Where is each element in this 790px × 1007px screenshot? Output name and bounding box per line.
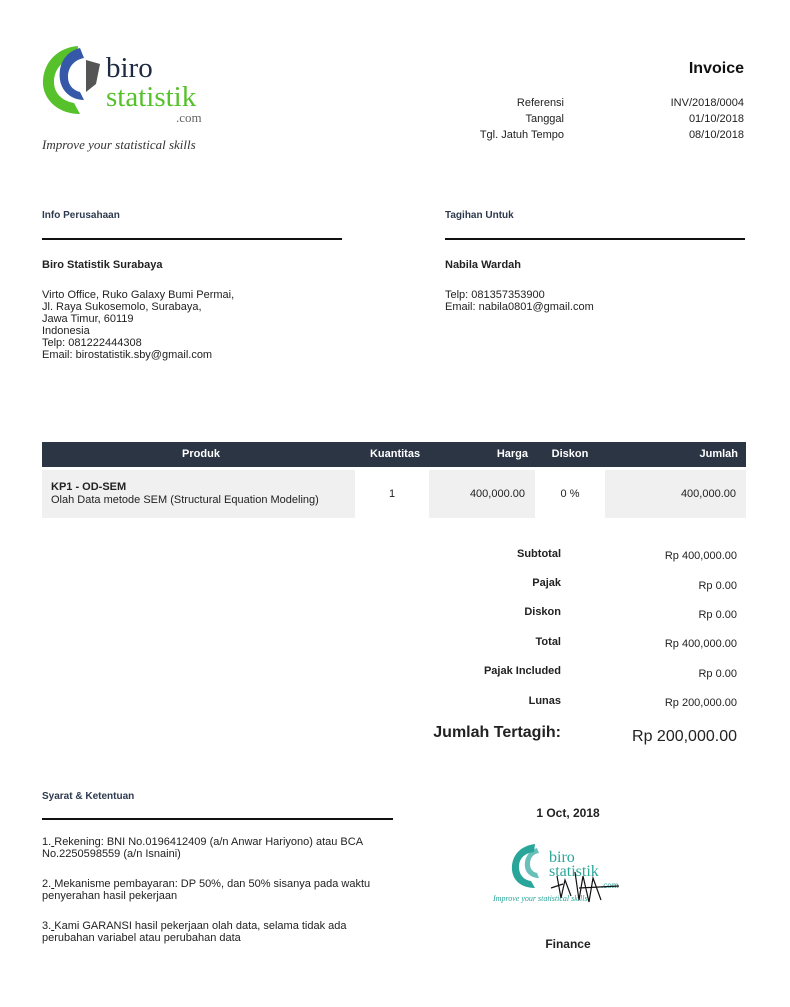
meta-value: 01/10/2018 [688,113,744,125]
discount-label: Diskon [524,606,561,618]
paid-value: Rp 200,000.00 [664,697,737,709]
term-text: Kami GARANSI hasil pekerjaan olah data, selama tidak ada perubahan variabel atau perubahan data [42,920,347,944]
logo-name-line1: biro [106,52,153,84]
term-item [42,836,402,860]
address-line: Jawa Timur, 60119 [42,313,134,325]
meta-value: INV/2018/0004 [670,97,744,109]
term-number: 2. [42,878,52,890]
billto-phone: Telp: 081357353900 [445,289,545,301]
company-heading: Info Perusahaan [42,210,120,221]
product-code: KP1 - OD-SEM [51,481,127,493]
address-line: Virto Office, Ruko Galaxy Bumi Permai, [42,289,235,301]
signature-role: Finance [545,937,591,951]
stamp-tagline: Improve your statistical skills [493,894,588,903]
logo-mark-icon [40,40,110,120]
invoice-title: Invoice [688,60,744,77]
stamp-domain: .com [601,880,619,890]
term-text: Rekening: BNI No.0196412409 (a/n Anwar Hariyono) atau BCA No.2250598559 (a/n Isnaini) [42,836,363,860]
logo-name-line2: statistik [106,81,197,113]
cell-amount: 400,000.00 [680,488,736,500]
billto-name: Nabila Wardah [445,259,521,271]
handwritten-signature [549,858,629,908]
company-email: Email: birostatistik.sby@gmail.com [42,349,213,361]
term-text: Mekanisme pembayaran: DP 50%, dan 50% sisanya pada waktu penyerahan hasil pekerjaan [42,878,371,902]
tax-value: Rp 0.00 [698,580,737,592]
stamp-name-line1: biro [549,849,575,866]
amount-due-label: Jumlah Tertagih: [433,724,561,741]
cell-discount: 0 % [560,488,580,500]
meta-label: Tanggal [525,113,564,125]
term-item [42,920,402,944]
terms-heading: Syarat & Ketentuan [42,791,135,802]
header-amount: Jumlah [699,448,738,460]
total-value: Rp 400,000.00 [664,638,737,650]
address-line: Jl. Raya Sukosemolo, Surabaya, [42,301,202,313]
table-row [42,470,746,518]
divider [445,238,745,240]
term-item [42,878,402,902]
amount-due-value: Rp 200,000.00 [632,728,737,745]
billto-contact [445,289,594,313]
discount-value: Rp 0.00 [698,609,737,621]
product-description: Olah Data metode SEM (Structural Equation Modeling) [51,494,319,506]
logo-domain: .com [176,110,202,125]
header-product: Produk [182,448,220,460]
meta-label: Tgl. Jatuh Tempo [479,129,564,141]
company-logo [40,40,240,160]
subtotal-label: Subtotal [517,548,561,560]
divider [42,238,342,240]
stamp-name-line2: statistik [549,863,599,880]
term-number: 3. [42,920,52,932]
term-number: 1. [42,836,52,848]
stamp-mark-icon [509,840,553,890]
divider [42,818,393,820]
address-line: Indonesia [42,325,90,337]
company-phone: Telp: 081222444308 [42,337,142,349]
header-discount: Diskon [551,448,589,460]
subtotal-value: Rp 400,000.00 [664,550,737,562]
tax-label: Pajak [532,577,561,589]
company-name: Biro Statistik Surabaya [42,259,163,271]
signature-date: 1 Oct, 2018 [536,806,600,820]
company-stamp [493,840,635,910]
paid-label: Lunas [528,695,561,707]
table-header [42,442,746,467]
total-label: Total [535,636,561,648]
cell-price: 400,000.00 [469,488,525,500]
billto-heading: Tagihan Untuk [445,210,514,221]
tax-included-value: Rp 0.00 [698,668,737,680]
header-qty: Kuantitas [369,448,421,460]
billto-email: Email: nabila0801@gmail.com [445,301,594,313]
header-price: Harga [496,448,528,460]
tax-included-label: Pajak Included [483,665,561,677]
logo-tagline: Improve your statistical skills [42,137,196,152]
cell-qty: 1 [388,488,396,500]
meta-label: Referensi [516,97,564,109]
meta-value: 08/10/2018 [688,129,744,141]
company-address [42,289,234,361]
